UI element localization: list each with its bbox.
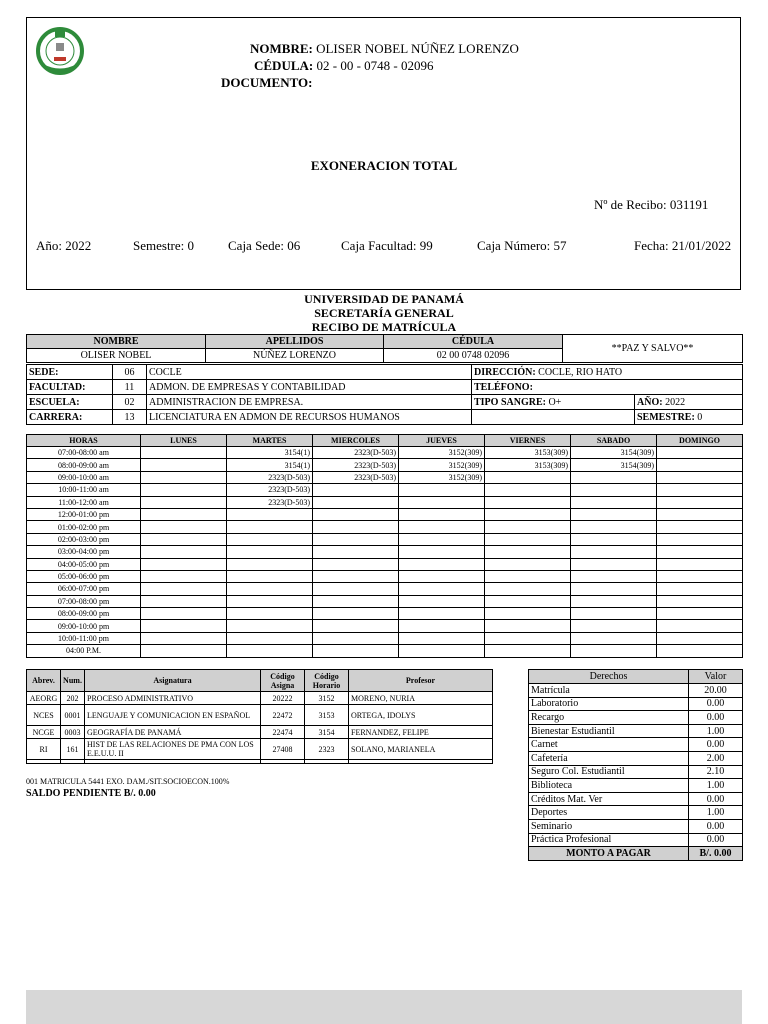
fee-name: Cafetería: [529, 751, 689, 765]
subject-abbrev: AEORG: [27, 692, 61, 705]
subject-professor: FERNANDEZ, FELIPE: [349, 726, 493, 739]
schedule-cell: [399, 620, 485, 632]
sede-label: SEDE:: [27, 365, 113, 380]
schedule-header-cell: MARTES: [227, 435, 313, 447]
schedule-cell: 3153(309): [485, 459, 571, 471]
schedule-cell: [571, 570, 657, 582]
schedule-cell: [485, 620, 571, 632]
fee-name: Seminario: [529, 819, 689, 833]
schedule-cell: 2323(D-503): [313, 447, 399, 459]
schedule-cell: [313, 583, 399, 595]
schedule-header-cell: DOMINGO: [657, 435, 743, 447]
schedule-cell: [657, 632, 743, 644]
fees-table: [528, 669, 743, 861]
schedule-hour-cell: 09:00-10:00 pm: [27, 620, 141, 632]
schedule-row: [27, 570, 743, 582]
schedule-cell: [399, 558, 485, 570]
schedule-cell: [485, 645, 571, 657]
schedule-hour-cell: 12:00-01:00 pm: [27, 508, 141, 520]
subject-abbrev: NCGE: [27, 726, 61, 739]
subject-professor: SOLANO, MARIANELA: [349, 739, 493, 760]
schedule-cell: [571, 645, 657, 657]
schedule-row: [27, 645, 743, 657]
sangre-cell: TIPO SANGRE: O+: [472, 395, 635, 410]
schedule-cell: [313, 546, 399, 558]
fee-value: 0.00: [689, 792, 743, 806]
schedule-code: 2323: [305, 739, 349, 760]
schedule-cell: [657, 608, 743, 620]
subjects-header-cell: Profesor: [349, 670, 493, 692]
schedule-cell: 3154(309): [571, 447, 657, 459]
fee-name: Recargo: [529, 711, 689, 725]
saldo-pendiente: SALDO PENDIENTE B/. 0.00: [26, 788, 156, 799]
schedule-cell: [485, 558, 571, 570]
schedule-cell: [141, 471, 227, 483]
schedule-cell: [227, 645, 313, 657]
escuela-value: ADMINISTRACION DE EMPRESA.: [147, 395, 472, 410]
carrera-label: CARRERA:: [27, 410, 113, 425]
schedule-cell: [313, 632, 399, 644]
schedule-hour-cell: 03:00-04:00 pm: [27, 546, 141, 558]
schedule-cell: [227, 521, 313, 533]
schedule-header-cell: VIERNES: [485, 435, 571, 447]
institution-doc-title: RECIBO DE MATRÍCULA: [311, 320, 457, 334]
subject-num: 0003: [61, 726, 85, 739]
schedule-cell: [657, 471, 743, 483]
schedule-cell: 3154(309): [571, 459, 657, 471]
schedule-cell: 3152(309): [399, 471, 485, 483]
schedule-hour-cell: 08:00-09:00 pm: [27, 608, 141, 620]
receipt-number: Nº de Recibo: 031191: [594, 197, 709, 212]
schedule-cell: [141, 608, 227, 620]
schedule-cell: [313, 508, 399, 520]
schedule-cell: [657, 447, 743, 459]
schedule-cell: [313, 496, 399, 508]
schedule-cell: [141, 459, 227, 471]
subject-row: [27, 739, 493, 760]
carrera-value: LICENCIATURA EN ADMON DE RECURSOS HUMANOS: [147, 410, 472, 425]
institution-dept: SECRETARÍA GENERAL: [314, 306, 454, 320]
subject-row: [27, 692, 493, 705]
schedule-cell: [313, 533, 399, 545]
schedule-cell: [141, 595, 227, 607]
fee-name: Bienestar Estudiantil: [529, 724, 689, 738]
schedule-cell: [141, 521, 227, 533]
schedule-cell: [485, 608, 571, 620]
subject-num: 202: [61, 692, 85, 705]
subjects-header-cell: Abrev.: [27, 670, 61, 692]
schedule-row: [27, 447, 743, 459]
schedule-hour-cell: 05:00-06:00 pm: [27, 570, 141, 582]
schedule-cell: [657, 508, 743, 520]
schedule-cell: [657, 459, 743, 471]
schedule-table: [26, 434, 743, 658]
institution-heading: [0, 292, 768, 334]
anio-value: 2022: [665, 396, 686, 408]
fee-value: 0.00: [689, 697, 743, 711]
exoneration-title: EXONERACION TOTAL: [310, 158, 458, 173]
schedule-cell: [571, 508, 657, 520]
schedule-cell: [657, 570, 743, 582]
subjects-header-cell: Num.: [61, 670, 85, 692]
schedule-cell: [485, 496, 571, 508]
subject-code: 22472: [261, 705, 305, 726]
fecha-field: Fecha: 21/01/2022: [634, 238, 732, 253]
schedule-row: [27, 620, 743, 632]
schedule-cell: [571, 608, 657, 620]
subject-name: GEOGRAFÍA DE PANAMÁ: [85, 726, 261, 739]
schedule-header-cell: LUNES: [141, 435, 227, 447]
schedule-cell: [485, 471, 571, 483]
fee-name: Créditos Mat. Ver: [529, 792, 689, 806]
documento-label: DOCUMENTO:: [221, 75, 313, 90]
schedule-cell: [141, 496, 227, 508]
fee-value: 0.00: [689, 711, 743, 725]
schedule-hour-cell: 07:00-08:00 am: [27, 447, 141, 459]
schedule-hour-cell: 06:00-07:00 pm: [27, 583, 141, 595]
subject-name: LENGUAJE Y COMUNICACION EN ESPAÑOL: [85, 705, 261, 726]
fee-row: [529, 684, 743, 698]
schedule-cell: [141, 508, 227, 520]
subject-name: PROCESO ADMINISTRATIVO: [85, 692, 261, 705]
schedule-cell: [485, 484, 571, 496]
schedule-row: [27, 632, 743, 644]
nombre-line: NOMBRE: OLISER NOBEL NÚÑEZ LORENZO: [250, 41, 519, 56]
student-info-table: [26, 334, 743, 363]
schedule-cell: [227, 533, 313, 545]
total-value: B/. 0.00: [689, 847, 743, 861]
schedule-cell: [657, 595, 743, 607]
sede-value: COCLE: [147, 365, 472, 380]
schedule-cell: [313, 521, 399, 533]
schedule-cell: [313, 608, 399, 620]
schedule-cell: [571, 533, 657, 545]
schedule-hour-cell: 04:00 P.M.: [27, 645, 141, 657]
schedule-cell: [141, 632, 227, 644]
schedule-cell: [657, 533, 743, 545]
fee-name: Laboratorio: [529, 697, 689, 711]
schedule-cell: [657, 645, 743, 657]
schedule-cell: [571, 595, 657, 607]
fee-row: [529, 765, 743, 779]
schedule-row: [27, 595, 743, 607]
schedule-cell: [571, 558, 657, 570]
subject-num: 0001: [61, 705, 85, 726]
cedula-line: CÉDULA: 02 - 00 - 0748 - 02096: [254, 58, 434, 73]
schedule-cell: [141, 533, 227, 545]
telefono-label: TELÉFONO:: [472, 380, 743, 395]
schedule-row: [27, 608, 743, 620]
schedule-cell: [313, 645, 399, 657]
schedule-cell: [657, 620, 743, 632]
fee-row: [529, 724, 743, 738]
schedule-cell: 2323(D-503): [227, 496, 313, 508]
caja-facultad-field: Caja Facultad: 99: [341, 238, 433, 253]
university-seal-icon: [34, 25, 86, 77]
fee-value: 0.00: [689, 738, 743, 752]
fee-value: 1.00: [689, 724, 743, 738]
schedule-cell: [141, 484, 227, 496]
schedule-cell: [141, 583, 227, 595]
schedule-cell: [399, 496, 485, 508]
fee-row: [529, 833, 743, 847]
subject-code: 22474: [261, 726, 305, 739]
schedule-hour-cell: 02:00-03:00 pm: [27, 533, 141, 545]
fee-row: [529, 806, 743, 820]
schedule-header-cell: SABADO: [571, 435, 657, 447]
schedule-cell: [571, 620, 657, 632]
fee-value: 2.00: [689, 751, 743, 765]
total-label: MONTO A PAGAR: [529, 847, 689, 861]
schedule-cell: [657, 558, 743, 570]
schedule-cell: [571, 632, 657, 644]
subject-code: 20222: [261, 692, 305, 705]
schedule-cell: [227, 570, 313, 582]
schedule-row: [27, 533, 743, 545]
facultad-code: 11: [113, 380, 147, 395]
schedule-cell: [313, 570, 399, 582]
direccion-cell: DIRECCIÓN: COCLE, RIO HATO: [472, 365, 743, 380]
fee-name: Matrícula: [529, 684, 689, 698]
schedule-cell: [399, 583, 485, 595]
schedule-row: [27, 459, 743, 471]
fee-value: 0.00: [689, 819, 743, 833]
schedule-hour-cell: 11:00-12:00 am: [27, 496, 141, 508]
schedule-cell: [313, 620, 399, 632]
schedule-cell: [657, 521, 743, 533]
subjects-header-cell: Asignatura: [85, 670, 261, 692]
schedule-cell: [485, 533, 571, 545]
subject-num: 161: [61, 739, 85, 760]
schedule-code: 3153: [305, 705, 349, 726]
schedule-hour-cell: 10:00-11:00 pm: [27, 632, 141, 644]
fee-row: [529, 792, 743, 806]
subject-abbrev: RI: [27, 739, 61, 760]
schedule-cell: [313, 558, 399, 570]
subject-professor: ORTEGA, IDOLYS: [349, 705, 493, 726]
subject-row: [27, 705, 493, 726]
escuela-label: ESCUELA:: [27, 395, 113, 410]
fee-row: [529, 738, 743, 752]
fee-name: Seguro Col. Estudiantil: [529, 765, 689, 779]
escuela-code: 02: [113, 395, 147, 410]
schedule-cell: [571, 521, 657, 533]
schedule-cell: [399, 595, 485, 607]
caja-sede-field: Caja Sede: 06: [228, 238, 301, 253]
fee-name: Biblioteca: [529, 779, 689, 793]
footer-bar: [26, 990, 742, 1024]
schedule-cell: [141, 447, 227, 459]
schedule-hour-cell: 08:00-09:00 am: [27, 459, 141, 471]
schedule-cell: [141, 645, 227, 657]
schedule-row: [27, 484, 743, 496]
matricula-note: 001 MATRICULA 5441 EXO. DAM./SIT.SOCIOECON.100%: [26, 777, 230, 786]
col-cedula: CÉDULA: [384, 335, 563, 349]
schedule-header-cell: HORAS: [27, 435, 141, 447]
schedule-cell: [399, 533, 485, 545]
schedule-cell: [227, 608, 313, 620]
fee-row: [529, 751, 743, 765]
schedule-cell: [227, 632, 313, 644]
schedule-cell: [485, 632, 571, 644]
schedule-code: 3154: [305, 726, 349, 739]
schedule-header-cell: MIERCOLES: [313, 435, 399, 447]
fee-value: 2.10: [689, 765, 743, 779]
schedule-cell: [571, 546, 657, 558]
schedule-cell: [657, 583, 743, 595]
schedule-cell: 2323(D-503): [313, 471, 399, 483]
schedule-hour-cell: 10:00-11:00 am: [27, 484, 141, 496]
schedule-cell: 3152(309): [399, 459, 485, 471]
facultad-label: FACULTAD:: [27, 380, 113, 395]
fee-name: Práctica Profesional: [529, 833, 689, 847]
schedule-cell: [399, 645, 485, 657]
fee-name: Carnet: [529, 738, 689, 752]
schedule-cell: [227, 583, 313, 595]
schedule-cell: [485, 521, 571, 533]
subject-code: 27408: [261, 739, 305, 760]
schedule-cell: [399, 608, 485, 620]
col-nombre: NOMBRE: [27, 335, 206, 349]
fee-row: [529, 711, 743, 725]
schedule-cell: [571, 471, 657, 483]
subject-row: [27, 726, 493, 739]
schedule-cell: [657, 546, 743, 558]
schedule-cell: [313, 595, 399, 607]
student-details-table: [26, 364, 743, 425]
direccion-value: COCLE, RIO HATO: [538, 366, 623, 378]
schedule-row: [27, 583, 743, 595]
schedule-cell: [399, 508, 485, 520]
col-apellidos: APELLIDOS: [206, 335, 384, 349]
schedule-cell: [227, 595, 313, 607]
schedule-cell: [485, 546, 571, 558]
anio-cell: AÑO: 2022: [635, 395, 743, 410]
col-valor: Valor: [689, 670, 743, 684]
schedule-cell: [227, 546, 313, 558]
schedule-cell: [657, 484, 743, 496]
schedule-row: [27, 508, 743, 520]
facultad-value: ADMON. DE EMPRESAS Y CONTABILIDAD: [147, 380, 472, 395]
schedule-cell: [399, 484, 485, 496]
schedule-cell: [141, 620, 227, 632]
subject-name: HIST DE LAS RELACIONES DE PMA CON LOS E.E.U.U. II: [85, 739, 261, 760]
schedule-cell: [141, 558, 227, 570]
schedule-cell: 3153(309): [485, 447, 571, 459]
schedule-header-cell: JUEVES: [399, 435, 485, 447]
schedule-code: 3152: [305, 692, 349, 705]
schedule-cell: [227, 558, 313, 570]
schedule-cell: 2323(D-503): [313, 459, 399, 471]
schedule-cell: [399, 521, 485, 533]
sede-code: 06: [113, 365, 147, 380]
semestre-cell: SEMESTRE: 0: [635, 410, 743, 425]
schedule-cell: 3152(309): [399, 447, 485, 459]
fee-row: [529, 779, 743, 793]
schedule-row: [27, 558, 743, 570]
subjects-table: [26, 669, 493, 764]
fee-value: 1.00: [689, 806, 743, 820]
nombre-value: OLISER NOBEL NÚÑEZ LORENZO: [316, 41, 519, 56]
fee-row: [529, 819, 743, 833]
schedule-cell: [657, 496, 743, 508]
schedule-cell: [485, 508, 571, 520]
student-id: 02 00 0748 02096: [384, 349, 563, 363]
fee-value: 20.00: [689, 684, 743, 698]
subjects-header-cell: Código Asigna: [261, 670, 305, 692]
schedule-cell: [571, 484, 657, 496]
schedule-row: [27, 546, 743, 558]
schedule-row: [27, 496, 743, 508]
schedule-cell: 3154(1): [227, 447, 313, 459]
schedule-cell: [485, 570, 571, 582]
schedule-hour-cell: 01:00-02:00 pm: [27, 521, 141, 533]
schedule-hour-cell: 07:00-08:00 pm: [27, 595, 141, 607]
fee-value: 1.00: [689, 779, 743, 793]
subjects-header-cell: Código Horario: [305, 670, 349, 692]
schedule-cell: [227, 508, 313, 520]
schedule-hour-cell: 09:00-10:00 am: [27, 471, 141, 483]
schedule-row: [27, 521, 743, 533]
schedule-cell: 3154(1): [227, 459, 313, 471]
student-first-name: OLISER NOBEL: [27, 349, 206, 363]
schedule-cell: [571, 496, 657, 508]
schedule-cell: [399, 632, 485, 644]
schedule-cell: 2323(D-503): [227, 471, 313, 483]
schedule-cell: [313, 484, 399, 496]
schedule-cell: [485, 583, 571, 595]
semester-field: Semestre: 0: [133, 238, 195, 253]
schedule-cell: [571, 583, 657, 595]
student-last-name: NÚÑEZ LORENZO: [206, 349, 384, 363]
fee-value: 0.00: [689, 833, 743, 847]
schedule-cell: 2323(D-503): [227, 484, 313, 496]
schedule-cell: [399, 546, 485, 558]
schedule-cell: [485, 595, 571, 607]
schedule-row: [27, 471, 743, 483]
subject-professor: MORENO, NURIA: [349, 692, 493, 705]
schedule-cell: [141, 570, 227, 582]
carrera-code: 13: [113, 410, 147, 425]
subject-abbrev: NCES: [27, 705, 61, 726]
cedula-value: 02 - 00 - 0748 - 02096: [316, 58, 434, 73]
semestre-value: 0: [697, 411, 703, 423]
fee-name: Deportes: [529, 806, 689, 820]
caja-numero-field: Caja Número: 57: [477, 238, 567, 253]
schedule-hour-cell: 04:00-05:00 pm: [27, 558, 141, 570]
schedule-cell: [399, 570, 485, 582]
paz-salvo: **PAZ Y SALVO**: [563, 335, 743, 363]
subject-row-empty: [27, 760, 493, 764]
schedule-cell: [141, 546, 227, 558]
sangre-value: O+: [548, 396, 562, 408]
col-derechos: Derechos: [529, 670, 689, 684]
schedule-cell: [227, 620, 313, 632]
fee-row: [529, 697, 743, 711]
institution-name: UNIVERSIDAD DE PANAMÁ: [304, 292, 464, 306]
year-field: Año: 2022: [36, 238, 92, 253]
